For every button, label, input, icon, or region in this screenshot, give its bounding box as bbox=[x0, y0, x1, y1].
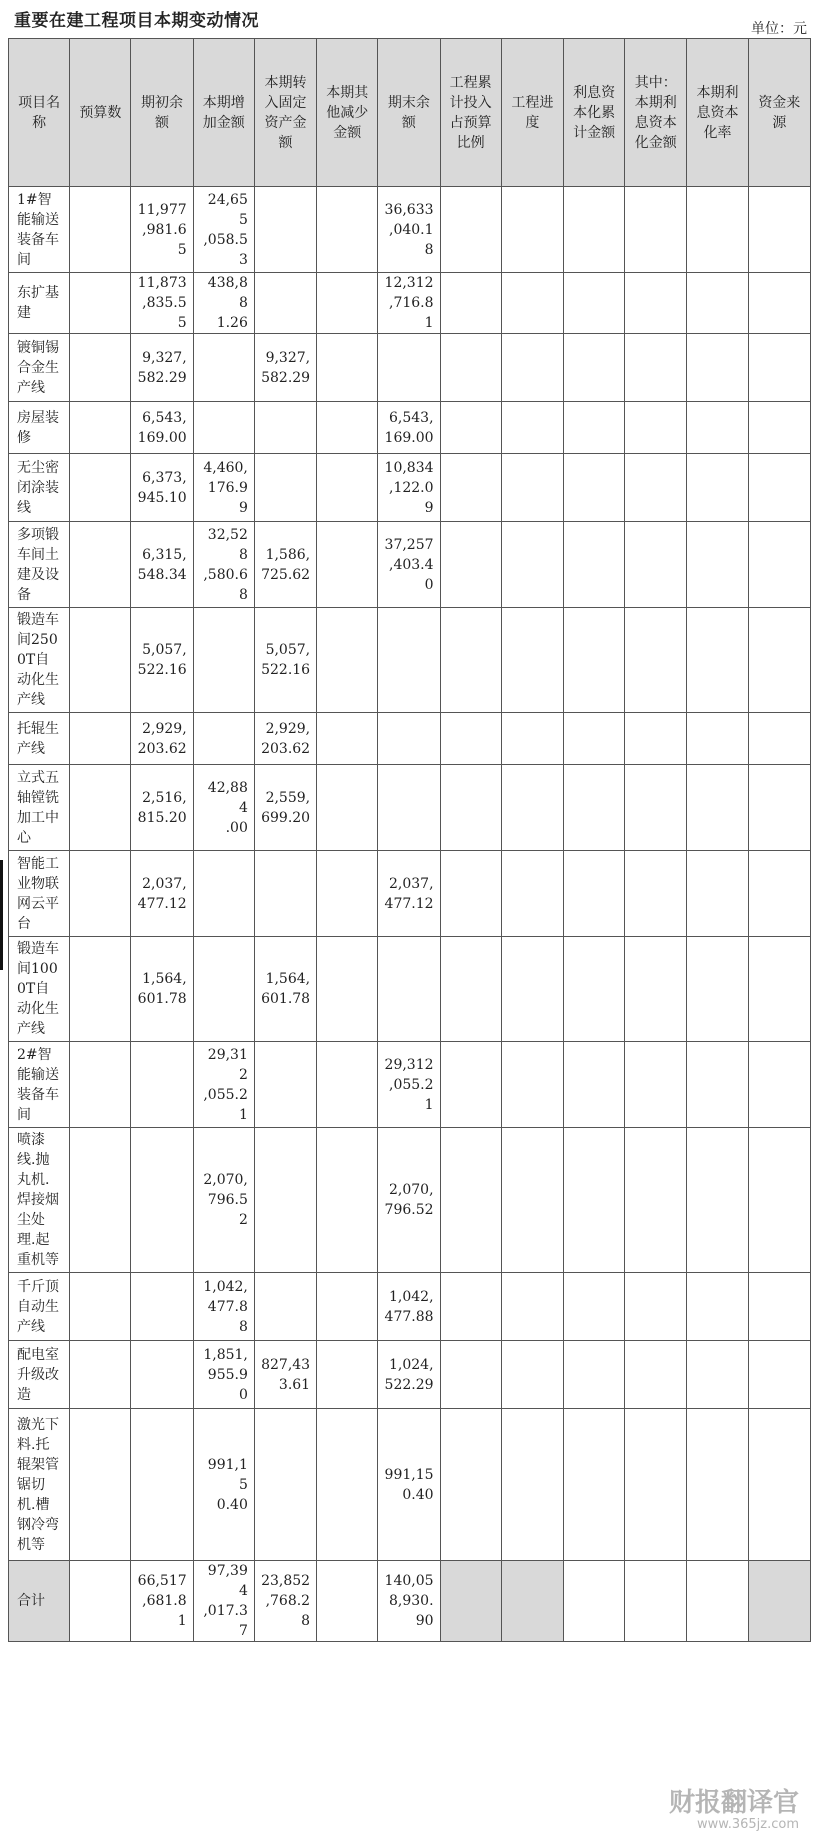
closing-cell bbox=[378, 765, 440, 851]
empty-cell bbox=[317, 1128, 378, 1273]
column-header: 本期转入固定资产金额 bbox=[254, 39, 316, 187]
empty-cell bbox=[687, 608, 748, 713]
transfer-cell: 827,43 3.61 bbox=[254, 1341, 316, 1409]
opening-cell: 9,327, 582.29 bbox=[131, 334, 193, 402]
empty-cell bbox=[440, 454, 501, 522]
empty-cell bbox=[563, 851, 624, 937]
empty-cell bbox=[625, 273, 687, 334]
empty-cell bbox=[440, 187, 501, 273]
empty-cell bbox=[625, 334, 687, 402]
closing-cell bbox=[378, 713, 440, 765]
empty-cell bbox=[563, 522, 624, 608]
empty-cell bbox=[501, 454, 563, 522]
empty-cell bbox=[501, 402, 563, 454]
empty-cell bbox=[70, 454, 131, 522]
empty-cell bbox=[440, 273, 501, 334]
project-name-cell: 喷漆线.抛丸机.焊接烟尘处理.起重机等 bbox=[9, 1128, 70, 1273]
increase-cell: 24,655 ,058.5 3 bbox=[193, 187, 254, 273]
column-header: 期初余额 bbox=[131, 39, 193, 187]
table-row bbox=[9, 454, 811, 522]
empty-cell bbox=[70, 402, 131, 454]
empty-cell bbox=[563, 402, 624, 454]
column-header: 项目名称 bbox=[9, 39, 70, 187]
closing-cell: 6,543, 169.00 bbox=[378, 402, 440, 454]
empty-cell bbox=[501, 1128, 563, 1273]
increase-cell: 4,460, 176.99 bbox=[193, 454, 254, 522]
increase-cell: 991,15 0.40 bbox=[193, 1409, 254, 1561]
table-row bbox=[9, 608, 811, 713]
empty-cell bbox=[748, 522, 810, 608]
empty-cell bbox=[70, 1341, 131, 1409]
empty-cell bbox=[501, 1409, 563, 1561]
empty-cell bbox=[625, 937, 687, 1042]
table-row bbox=[9, 334, 811, 402]
empty-cell bbox=[501, 522, 563, 608]
project-name-cell: 激光下料.托辊架管锯切机.槽钢冷弯机等 bbox=[9, 1409, 70, 1561]
empty-cell bbox=[748, 608, 810, 713]
empty-cell bbox=[317, 1273, 378, 1341]
project-name-cell: 锻造车间2500T自动化生产线 bbox=[9, 608, 70, 713]
empty-cell bbox=[70, 1128, 131, 1273]
increase-cell: 2,070, 796.52 bbox=[193, 1128, 254, 1273]
page-title: 重要在建工程项目本期变动情况 bbox=[14, 11, 259, 31]
project-name-cell: 东扩基建 bbox=[9, 273, 70, 334]
watermark-url: www.365jz.com bbox=[697, 1817, 799, 1832]
column-header: 利息资本化累计金额 bbox=[563, 39, 624, 187]
opening-cell: 2,037, 477.12 bbox=[131, 851, 193, 937]
empty-cell bbox=[440, 1128, 501, 1273]
opening-cell: 6,543, 169.00 bbox=[131, 402, 193, 454]
empty-cell bbox=[440, 334, 501, 402]
empty-cell bbox=[748, 1341, 810, 1409]
transfer-cell bbox=[254, 1128, 316, 1273]
empty-cell bbox=[563, 765, 624, 851]
table-row bbox=[9, 402, 811, 454]
closing-cell: 2,070, 796.52 bbox=[378, 1128, 440, 1273]
project-name-cell: 千斤顶自动生产线 bbox=[9, 1273, 70, 1341]
empty-cell bbox=[501, 608, 563, 713]
table-body bbox=[9, 187, 811, 1642]
empty-cell bbox=[687, 1128, 748, 1273]
increase-cell: 29,312 ,055.2 1 bbox=[193, 1042, 254, 1128]
empty-cell bbox=[687, 522, 748, 608]
empty-cell bbox=[748, 851, 810, 937]
opening-cell bbox=[131, 1273, 193, 1341]
empty-cell bbox=[563, 187, 624, 273]
empty-cell bbox=[563, 713, 624, 765]
empty-cell bbox=[501, 1561, 563, 1642]
empty-cell bbox=[501, 713, 563, 765]
empty-cell bbox=[748, 1409, 810, 1561]
increase-cell bbox=[193, 608, 254, 713]
closing-cell: 10,834 ,122.0 9 bbox=[378, 454, 440, 522]
opening-cell bbox=[131, 1409, 193, 1561]
empty-cell bbox=[440, 1273, 501, 1341]
closing-cell bbox=[378, 334, 440, 402]
opening-cell: 2,516, 815.20 bbox=[131, 765, 193, 851]
empty-cell bbox=[748, 1042, 810, 1128]
empty-cell bbox=[687, 937, 748, 1042]
empty-cell bbox=[317, 273, 378, 334]
project-name-cell: 镀铜锡合金生产线 bbox=[9, 334, 70, 402]
empty-cell bbox=[687, 454, 748, 522]
empty-cell bbox=[563, 454, 624, 522]
transfer-cell bbox=[254, 851, 316, 937]
empty-cell bbox=[748, 1273, 810, 1341]
empty-cell bbox=[501, 187, 563, 273]
empty-cell bbox=[563, 937, 624, 1042]
project-name-cell: 托辊生产线 bbox=[9, 713, 70, 765]
watermark bbox=[669, 1788, 799, 1832]
closing-cell: 1,024, 522.29 bbox=[378, 1341, 440, 1409]
project-name-cell: 锻造车间1000T自动化生产线 bbox=[9, 937, 70, 1042]
increase-cell: 1,851, 955.90 bbox=[193, 1341, 254, 1409]
empty-cell bbox=[687, 1341, 748, 1409]
empty-cell bbox=[625, 1341, 687, 1409]
edge-mark bbox=[0, 860, 3, 970]
empty-cell bbox=[501, 765, 563, 851]
project-name-cell: 立式五轴镗铣加工中心 bbox=[9, 765, 70, 851]
column-header: 其中：本期利息资本化金额 bbox=[625, 39, 687, 187]
empty-cell bbox=[563, 334, 624, 402]
empty-cell bbox=[501, 937, 563, 1042]
empty-cell bbox=[748, 334, 810, 402]
empty-cell bbox=[501, 1042, 563, 1128]
project-name-cell: 智能工业物联网云平台 bbox=[9, 851, 70, 937]
empty-cell bbox=[625, 454, 687, 522]
empty-cell bbox=[625, 851, 687, 937]
empty-cell bbox=[625, 1561, 687, 1642]
project-name-cell: 1#智能输送装备车间 bbox=[9, 187, 70, 273]
empty-cell bbox=[440, 608, 501, 713]
empty-cell bbox=[317, 1409, 378, 1561]
increase-cell bbox=[193, 851, 254, 937]
opening-cell: 11,977 ,981.6 5 bbox=[131, 187, 193, 273]
empty-cell bbox=[687, 402, 748, 454]
empty-cell bbox=[317, 851, 378, 937]
table-row bbox=[9, 522, 811, 608]
empty-cell bbox=[70, 713, 131, 765]
closing-cell: 29,312 ,055.2 1 bbox=[378, 1042, 440, 1128]
opening-cell: 6,373, 945.10 bbox=[131, 454, 193, 522]
closing-cell bbox=[378, 937, 440, 1042]
total-row bbox=[9, 1561, 811, 1642]
empty-cell bbox=[687, 187, 748, 273]
opening-cell: 66,517 ,681.8 1 bbox=[131, 1561, 193, 1642]
empty-cell bbox=[317, 522, 378, 608]
empty-cell bbox=[625, 1042, 687, 1128]
column-header: 资金来源 bbox=[748, 39, 810, 187]
empty-cell bbox=[70, 608, 131, 713]
table-row bbox=[9, 1273, 811, 1341]
table-row bbox=[9, 1042, 811, 1128]
closing-cell: 12,312 ,716.8 1 bbox=[378, 273, 440, 334]
increase-cell: 42,884 .00 bbox=[193, 765, 254, 851]
transfer-cell bbox=[254, 273, 316, 334]
project-name-cell: 房屋装修 bbox=[9, 402, 70, 454]
increase-cell bbox=[193, 334, 254, 402]
transfer-cell: 9,327, 582.29 bbox=[254, 334, 316, 402]
opening-cell bbox=[131, 1128, 193, 1273]
empty-cell bbox=[317, 713, 378, 765]
opening-cell: 11,873 ,835.5 5 bbox=[131, 273, 193, 334]
closing-cell: 37,257 ,403.4 0 bbox=[378, 522, 440, 608]
header-row bbox=[9, 39, 811, 187]
empty-cell bbox=[70, 1042, 131, 1128]
empty-cell bbox=[440, 937, 501, 1042]
increase-cell: 97,394 ,017.3 7 bbox=[193, 1561, 254, 1642]
empty-cell bbox=[625, 1128, 687, 1273]
opening-cell: 1,564, 601.78 bbox=[131, 937, 193, 1042]
empty-cell bbox=[687, 1561, 748, 1642]
empty-cell bbox=[70, 522, 131, 608]
empty-cell bbox=[687, 765, 748, 851]
empty-cell bbox=[748, 765, 810, 851]
empty-cell bbox=[625, 713, 687, 765]
table-row bbox=[9, 273, 811, 334]
closing-cell: 1,042, 477.88 bbox=[378, 1273, 440, 1341]
increase-cell: 1,042, 477.88 bbox=[193, 1273, 254, 1341]
empty-cell bbox=[748, 402, 810, 454]
empty-cell bbox=[563, 1409, 624, 1561]
project-name-cell: 合计 bbox=[9, 1561, 70, 1642]
transfer-cell bbox=[254, 187, 316, 273]
project-name-cell: 多项锻车间土建及设备 bbox=[9, 522, 70, 608]
increase-cell: 32,528 ,580.6 8 bbox=[193, 522, 254, 608]
empty-cell bbox=[501, 1273, 563, 1341]
empty-cell bbox=[748, 187, 810, 273]
empty-cell bbox=[748, 937, 810, 1042]
empty-cell bbox=[70, 765, 131, 851]
transfer-cell bbox=[254, 1273, 316, 1341]
empty-cell bbox=[625, 187, 687, 273]
increase-cell: 438,88 1.26 bbox=[193, 273, 254, 334]
transfer-cell: 1,586, 725.62 bbox=[254, 522, 316, 608]
empty-cell bbox=[563, 608, 624, 713]
empty-cell bbox=[563, 1341, 624, 1409]
closing-cell: 2,037, 477.12 bbox=[378, 851, 440, 937]
empty-cell bbox=[70, 937, 131, 1042]
transfer-cell bbox=[254, 402, 316, 454]
empty-cell bbox=[687, 1273, 748, 1341]
increase-cell bbox=[193, 713, 254, 765]
table-row bbox=[9, 187, 811, 273]
empty-cell bbox=[70, 273, 131, 334]
transfer-cell bbox=[254, 1042, 316, 1128]
empty-cell bbox=[501, 1341, 563, 1409]
closing-cell: 140,05 8,930. 90 bbox=[378, 1561, 440, 1642]
empty-cell bbox=[625, 765, 687, 851]
empty-cell bbox=[317, 1042, 378, 1128]
project-name-cell: 2#智能输送装备车间 bbox=[9, 1042, 70, 1128]
empty-cell bbox=[748, 273, 810, 334]
unit-label: 单位：元 bbox=[751, 21, 807, 37]
empty-cell bbox=[317, 1341, 378, 1409]
opening-cell: 6,315, 548.34 bbox=[131, 522, 193, 608]
table-row bbox=[9, 937, 811, 1042]
empty-cell bbox=[563, 1128, 624, 1273]
empty-cell bbox=[501, 334, 563, 402]
empty-cell bbox=[317, 187, 378, 273]
empty-cell bbox=[317, 402, 378, 454]
transfer-cell bbox=[254, 454, 316, 522]
column-header: 期末余额 bbox=[378, 39, 440, 187]
empty-cell bbox=[317, 608, 378, 713]
empty-cell bbox=[70, 1561, 131, 1642]
table-row bbox=[9, 851, 811, 937]
empty-cell bbox=[317, 937, 378, 1042]
column-header: 本期利息资本化率 bbox=[687, 39, 748, 187]
empty-cell bbox=[625, 1409, 687, 1561]
empty-cell bbox=[70, 334, 131, 402]
project-name-cell: 无尘密闭涂装线 bbox=[9, 454, 70, 522]
empty-cell bbox=[625, 402, 687, 454]
opening-cell bbox=[131, 1341, 193, 1409]
empty-cell bbox=[440, 851, 501, 937]
empty-cell bbox=[687, 851, 748, 937]
empty-cell bbox=[748, 454, 810, 522]
empty-cell bbox=[440, 713, 501, 765]
closing-cell: 991,15 0.40 bbox=[378, 1409, 440, 1561]
transfer-cell: 2,559, 699.20 bbox=[254, 765, 316, 851]
increase-cell bbox=[193, 937, 254, 1042]
empty-cell bbox=[317, 1561, 378, 1642]
transfer-cell: 5,057, 522.16 bbox=[254, 608, 316, 713]
empty-cell bbox=[317, 334, 378, 402]
empty-cell bbox=[687, 273, 748, 334]
empty-cell bbox=[748, 1128, 810, 1273]
empty-cell bbox=[501, 273, 563, 334]
closing-cell bbox=[378, 608, 440, 713]
empty-cell bbox=[440, 402, 501, 454]
opening-cell: 2,929, 203.62 bbox=[131, 713, 193, 765]
project-name-cell: 配电室升级改造 bbox=[9, 1341, 70, 1409]
opening-cell bbox=[131, 1042, 193, 1128]
table-row bbox=[9, 765, 811, 851]
table-row bbox=[9, 1409, 811, 1561]
transfer-cell: 2,929, 203.62 bbox=[254, 713, 316, 765]
empty-cell bbox=[563, 1273, 624, 1341]
empty-cell bbox=[440, 765, 501, 851]
closing-cell: 36,633 ,040.1 8 bbox=[378, 187, 440, 273]
empty-cell bbox=[317, 454, 378, 522]
empty-cell bbox=[70, 1273, 131, 1341]
empty-cell bbox=[317, 765, 378, 851]
transfer-cell: 23,852 ,768.2 8 bbox=[254, 1561, 316, 1642]
empty-cell bbox=[563, 273, 624, 334]
empty-cell bbox=[625, 608, 687, 713]
empty-cell bbox=[440, 1409, 501, 1561]
empty-cell bbox=[440, 1561, 501, 1642]
empty-cell bbox=[687, 334, 748, 402]
empty-cell bbox=[563, 1042, 624, 1128]
construction-projects-table bbox=[8, 38, 811, 1642]
column-header: 预算数 bbox=[70, 39, 131, 187]
column-header: 工程累计投入占预算比例 bbox=[440, 39, 501, 187]
empty-cell bbox=[625, 522, 687, 608]
empty-cell bbox=[501, 851, 563, 937]
empty-cell bbox=[440, 1341, 501, 1409]
empty-cell bbox=[687, 1042, 748, 1128]
empty-cell bbox=[70, 1409, 131, 1561]
empty-cell bbox=[687, 1409, 748, 1561]
transfer-cell: 1,564, 601.78 bbox=[254, 937, 316, 1042]
opening-cell: 5,057, 522.16 bbox=[131, 608, 193, 713]
empty-cell bbox=[687, 713, 748, 765]
empty-cell bbox=[748, 1561, 810, 1642]
empty-cell bbox=[748, 713, 810, 765]
transfer-cell bbox=[254, 1409, 316, 1561]
table-row bbox=[9, 1341, 811, 1409]
column-header: 工程进度 bbox=[501, 39, 563, 187]
empty-cell bbox=[563, 1561, 624, 1642]
empty-cell bbox=[440, 1042, 501, 1128]
column-header: 本期增加金额 bbox=[193, 39, 254, 187]
table-row bbox=[9, 713, 811, 765]
empty-cell bbox=[440, 522, 501, 608]
empty-cell bbox=[70, 851, 131, 937]
empty-cell bbox=[625, 1273, 687, 1341]
watermark-text: 财报翻译官 bbox=[668, 1788, 799, 1818]
increase-cell bbox=[193, 402, 254, 454]
table-row bbox=[9, 1128, 811, 1273]
column-header: 本期其他减少金额 bbox=[317, 39, 378, 187]
empty-cell bbox=[70, 187, 131, 273]
